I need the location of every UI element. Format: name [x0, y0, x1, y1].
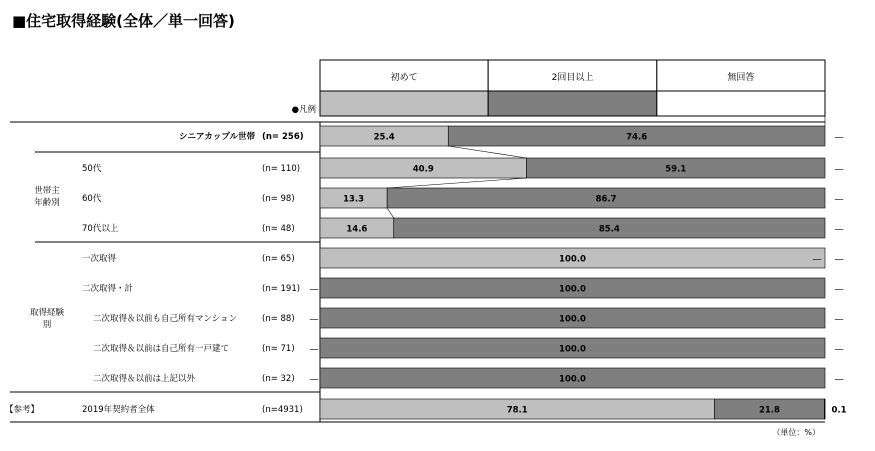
- connector-line: [387, 208, 394, 218]
- row-label: シニアカップル世帯: [179, 132, 255, 142]
- unit-note: （単位：%）: [772, 428, 820, 437]
- group-label: 取得経験: [29, 308, 65, 318]
- connector-line: [387, 178, 526, 188]
- row-label: 二次取得＆以前も自己所有マンション: [93, 314, 238, 324]
- data-label: ―: [309, 284, 319, 295]
- legend-label: 2回目以上: [551, 73, 594, 83]
- data-label: ―: [309, 374, 319, 385]
- data-label: 85.4: [598, 224, 620, 235]
- row-n: (n= 48): [262, 224, 295, 234]
- legend-label: 無回答: [727, 73, 755, 83]
- row-n: (n= 65): [262, 254, 295, 264]
- row-label: 50代: [82, 164, 102, 174]
- row-n: (n= 32): [262, 374, 295, 384]
- row-n: (n= 256): [262, 132, 304, 142]
- connector-line: [448, 146, 526, 158]
- legend-label: 初めて: [390, 73, 418, 83]
- data-label: ―: [834, 314, 844, 325]
- data-label: 25.4: [373, 132, 395, 143]
- data-label: ―: [834, 164, 844, 175]
- row-label: 2019年契約者全体: [82, 405, 155, 415]
- data-label: 100.0: [559, 374, 586, 385]
- row-label: 70代以上: [82, 224, 119, 234]
- legend-swatch: [488, 91, 657, 116]
- data-label: ―: [309, 344, 319, 355]
- data-label: 100.0: [559, 254, 586, 265]
- legend-swatch: [320, 91, 488, 116]
- data-label: ―: [834, 224, 844, 235]
- data-label: 100.0: [559, 284, 586, 295]
- group-label: 年齢別: [34, 198, 60, 208]
- legend-swatch: [657, 91, 825, 116]
- row-label: 60代: [82, 194, 102, 204]
- data-label: ―: [309, 314, 319, 325]
- row-n: (n= 71): [262, 344, 295, 354]
- data-label: 40.9: [412, 164, 434, 175]
- data-label: ―: [834, 344, 844, 355]
- row-label: 一次取得: [82, 254, 117, 264]
- row-n: (n= 88): [262, 314, 295, 324]
- row-label: 二次取得＆以前は自己所有一戸建て: [93, 344, 230, 354]
- group-label: 別: [42, 320, 52, 330]
- data-label: 13.3: [343, 194, 365, 205]
- row-n: (n= 110): [262, 164, 301, 174]
- data-label: 86.7: [595, 194, 617, 205]
- row-label: 二次取得＆以前は上記以外: [93, 374, 196, 384]
- data-label: ―: [834, 194, 844, 205]
- legend-marker-label: ●凡例: [291, 105, 316, 115]
- data-label: ―: [834, 374, 844, 385]
- chart-title: ■住宅取得経験(全体／単一回答): [12, 12, 235, 30]
- row-n: (n=4931): [262, 405, 303, 415]
- data-label: ―: [834, 254, 844, 265]
- data-label: ―: [834, 284, 844, 295]
- data-label: ―: [812, 254, 822, 265]
- data-label: 100.0: [559, 344, 586, 355]
- group-label: 【参考】: [4, 405, 40, 415]
- data-label: 74.6: [626, 132, 648, 143]
- data-label: ―: [834, 132, 844, 143]
- data-label: 59.1: [665, 164, 687, 175]
- row-label: 二次取得・計: [82, 284, 134, 294]
- data-label: 21.8: [758, 405, 780, 416]
- row-n: (n= 191): [262, 284, 301, 294]
- group-label: 世帯主: [34, 186, 60, 196]
- data-label: 14.6: [346, 224, 368, 235]
- data-label: 0.1: [831, 405, 847, 416]
- data-label: 78.1: [506, 405, 528, 416]
- data-label: 100.0: [559, 314, 586, 325]
- row-n: (n= 98): [262, 194, 295, 204]
- bar-segment: [824, 399, 825, 419]
